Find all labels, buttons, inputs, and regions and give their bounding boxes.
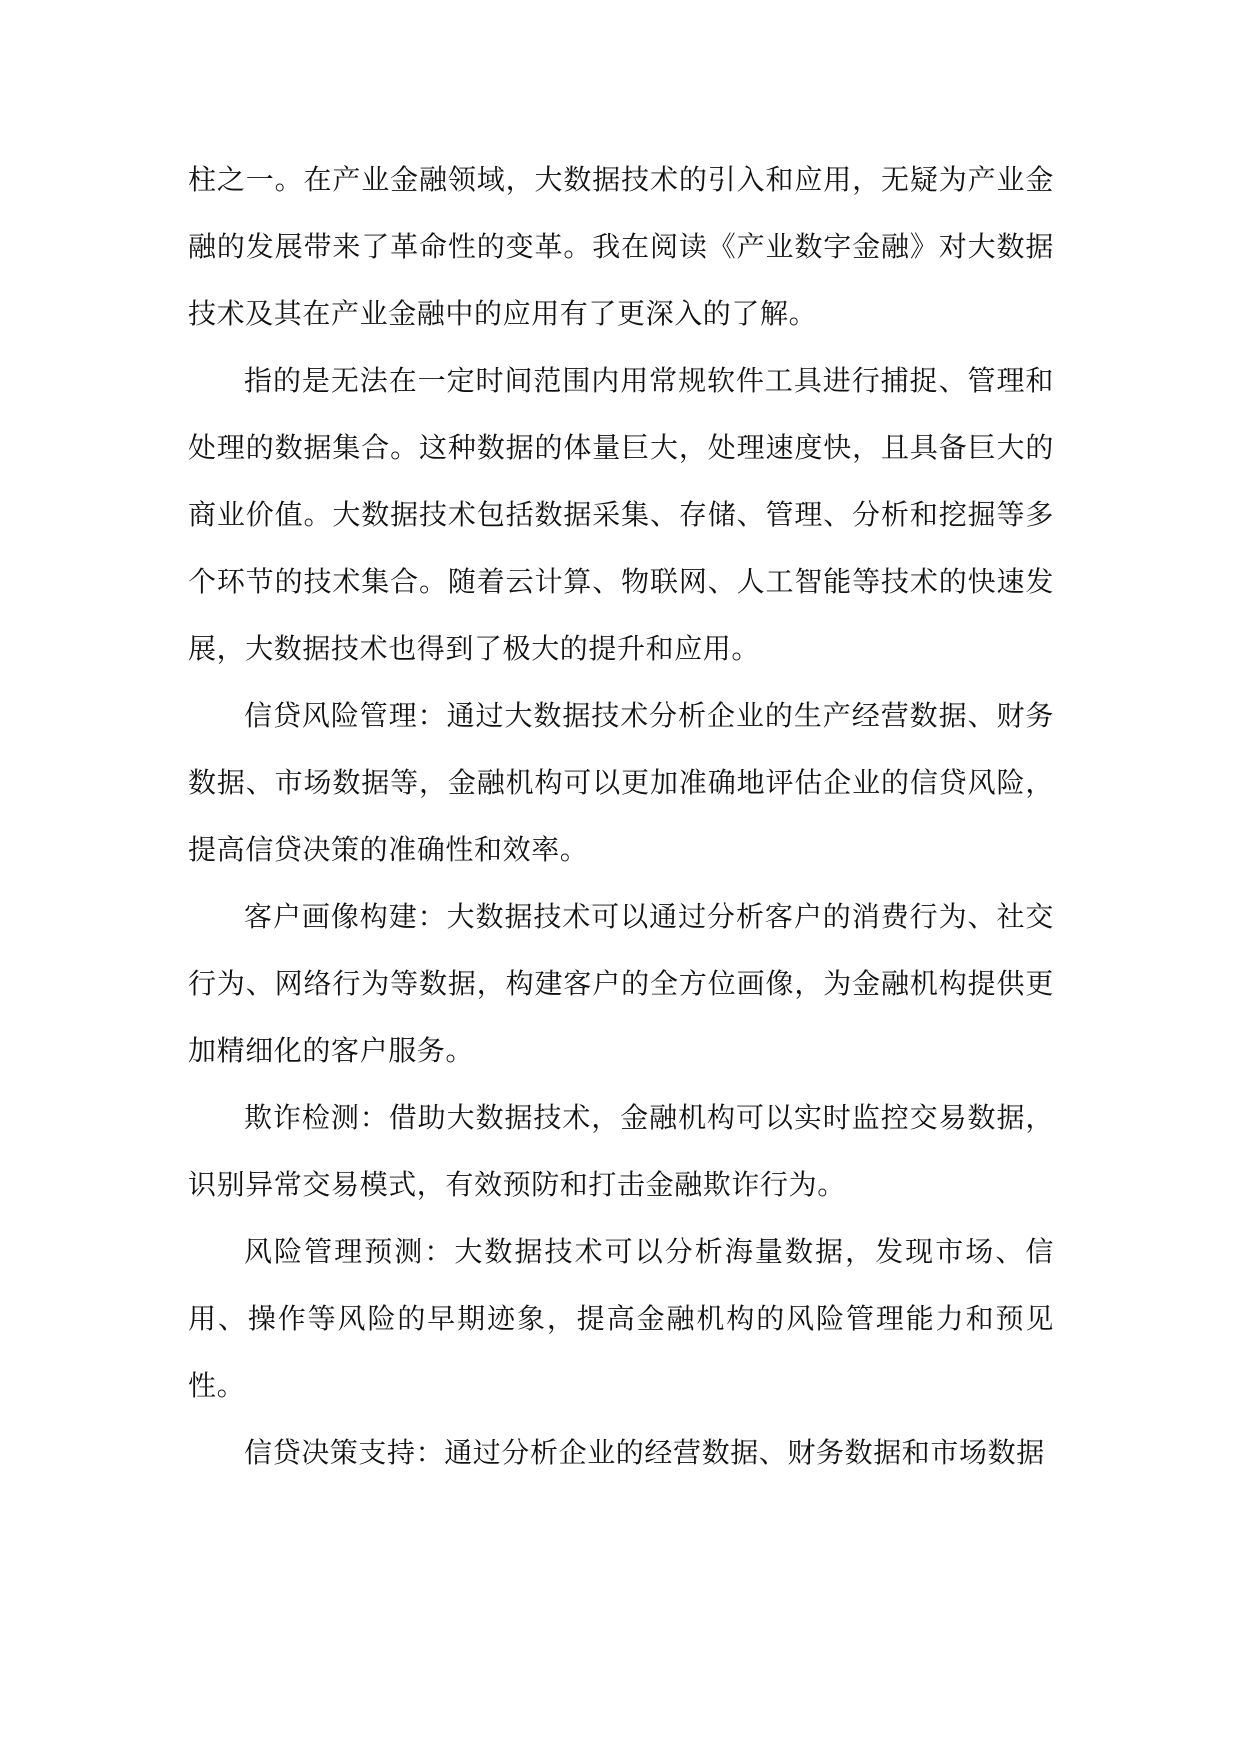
paragraph-risk-prediction: 风险管理预测：大数据技术可以分析海量数据，发现市场、信用、操作等风险的早期迹象，提高金融机构的风险管理能力和预见性。 xyxy=(188,1235,1054,1402)
document-body xyxy=(188,146,1054,1486)
paragraph-credit-risk-management: 信贷风险管理：通过大数据技术分析企业的生产经营数据、财务数据、市场数据等，金融机构可以更加准确地评估企业的信贷风险，提高信贷决策的准确性和效率。 xyxy=(188,699,1054,866)
paragraph-customer-profile: 客户画像构建：大数据技术可以通过分析客户的消费行为、社交行为、网络行为等数据，构建客户的全方位画像，为金融机构提供更加精细化的客户服务。 xyxy=(188,900,1054,1067)
paragraph-big-data-definition: 指的是无法在一定时间范围内用常规软件工具进行捕捉、管理和处理的数据集合。这种数据的体量巨大，处理速度快，且具备巨大的商业价值。大数据技术包括数据采集、存储、管理、分析和挖掘等多个环节的技术集合。随着云计算、物联网、人工智能等技术的快速发展，大数据技术也得到了极大的提升和应用。 xyxy=(188,364,1054,665)
paragraph-intro-continuation: 柱之一。在产业金融领域，大数据技术的引入和应用，无疑为产业金融的发展带来了革命性的变革。我在阅读《产业数字金融》对大数据技术及其在产业金融中的应用有了更深入的了解。 xyxy=(188,163,1054,330)
paragraph-credit-decision-support: 信贷决策支持：通过分析企业的经营数据、财务数据和市场数据 xyxy=(244,1436,1045,1469)
paragraph-fraud-detection: 欺诈检测：借助大数据技术，金融机构可以实时监控交易数据，识别异常交易模式，有效预防和打击金融欺诈行为。 xyxy=(188,1101,1054,1201)
